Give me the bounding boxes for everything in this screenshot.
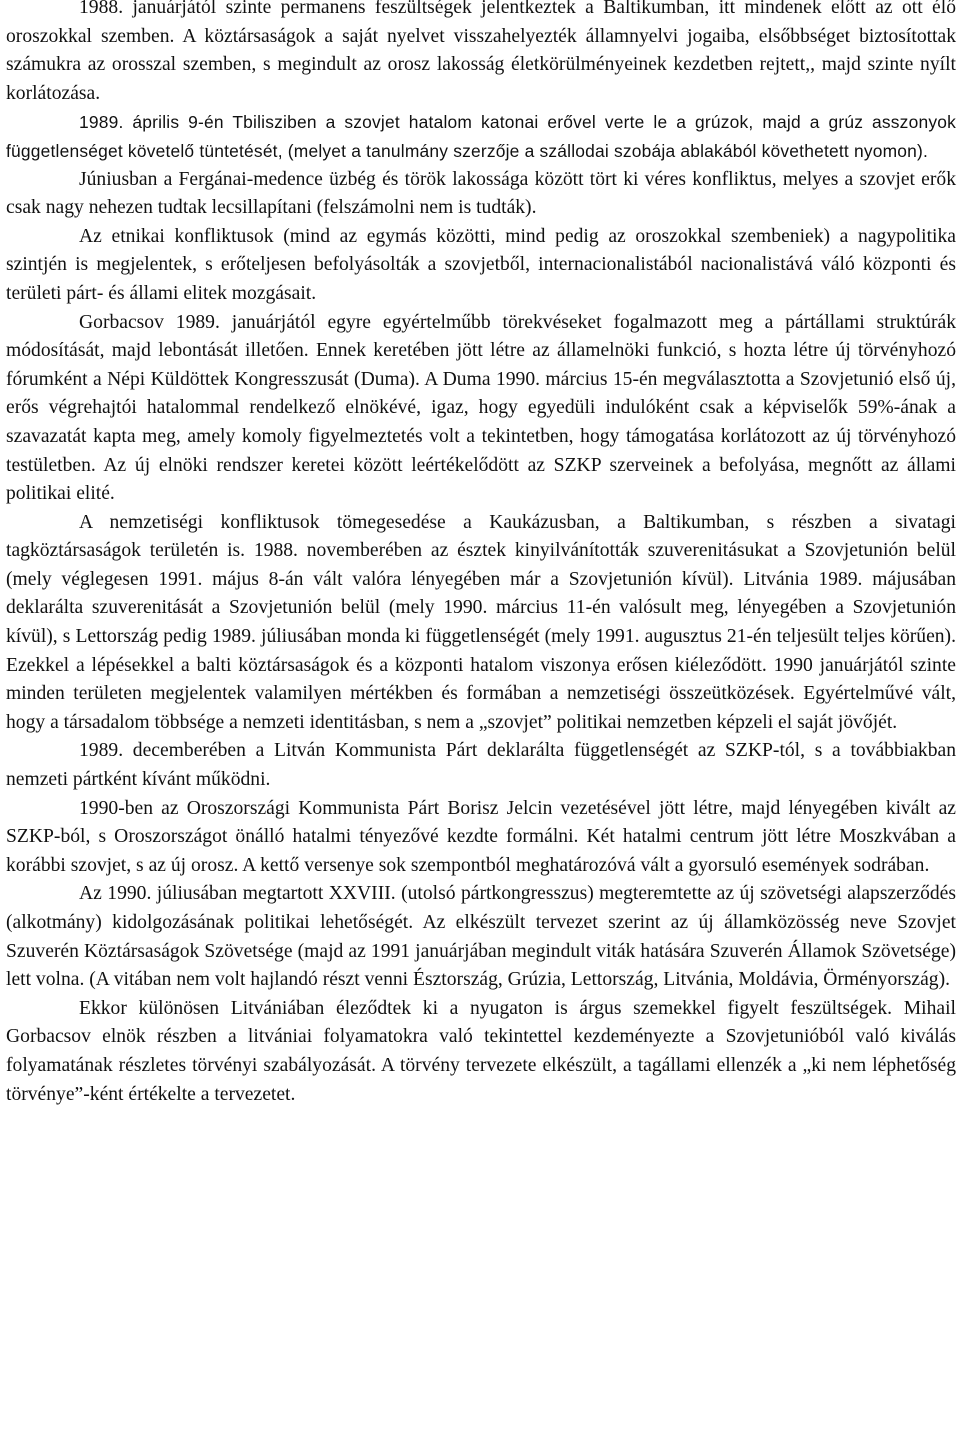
paragraph-tbilisi: 1989. április 9-én Tbilisziben a szovjet hatalom katonai erővel verte le a grúzok, majd a grúz asszonyok függetlenséget követelő tüntetését, (melyet a tanulmány szerzője a szállodai szobája ablakából követhetett nyomon). <box>6 112 956 161</box>
paragraph-baltic-tensions: 1988. januárjától szinte permanens feszültségek jelentkeztek a Baltikumban, itt mindenek előtt az ott élő oroszokkal szemben. A köztársaságok a saját nyelvet visszahelyezték államnyelvi jogaiba, elsőbbséget biztosítottak számukra az orosszal szemben, s megindult az orosz lakosság életkörülményeinek kezdetben rejtett,, majd szinte nyílt korlátozása. <box>6 0 956 104</box>
paragraph-russian-party: 1990-ben az Oroszországi Kommunista Párt Borisz Jelcin vezetésével jött létre, majd lényegében kivált az SZKP-ból, s Oroszországot önálló hatalmi tényezővé kezdte formálni. Két hatalmi centrum jött létre Moszkvában a korábbi szovjet, s az új orosz. A kettő versenye sok szempontból meghatározóvá vált a gyorsuló események sodrában. <box>6 797 956 876</box>
paragraph-gorbachev-reforms: Gorbacsov 1989. januárjától egyre egyértelműbb törekvéseket fogalmazott meg a pártállami struktúrák módosítását, majd lebontását illetően. Ennek keretében jött létre az államelnöki funkció, s hozta létre új törvényhozó fórumként a Népi Küldöttek Kongresszusát (Duma). A Duma 1990. március 15-én megválasztotta a Szovjetunió első új, erős végrehajtói hatalommal rendelkező elnökévé, igaz, hogy egyedüli indulóként csak a képviselők 59%-ának a szavazatát kapta meg, amely komoly figyelmeztetés volt a tekintetben, hogy támogatása korlátozott az új törvényhozó testületben. Az új elnöki rendszer keretei között leértékelődött az SZKP szerveinek a befolyása, megnőtt az állami politikai elité. <box>6 311 956 505</box>
paragraph-28th-congress: Az 1990. júliusában megtartott XXVIII. (utolsó pártkongresszus) megteremtette az új szövetségi alapszerződés (alkotmány) kidolgozásának politikai lehetőségét. Az elkészült tervezet szerint az új államközösség neve Szovjet Szuverén Köztársaságok Szövetsége (majd az 1991 januárjában megindult viták hatására Szuverén Államok Szövetsége) lett volna. (A vitában nem volt hajlandó részt venni Észtország, Grúzia, Lettország, Litvánia, Moldávia, Örményország). <box>6 883 956 991</box>
paragraph-national-conflicts: A nemzetiségi konfliktusok tömegesedése a Kaukázusban, a Baltikumban, s részben a sivatagi tagköztársaságok területén is. 1988. novemberében az észtek kinyilvánították szuverenitásukat a Szovjetunión belül (mely véglegesen 1991. május 8-án vált valóra lényegében már a Szovjetunión kívül). Litvánia 1989. májusában deklarálta szuverenitását a Szovjetunión belül (mely 1990. március 11-én valósult meg, lényegében a Szovjetunión kívül), s Lettország pedig 1989. júliusában monda ki függetlenségét (mely 1991. augusztus 21-én teljesült teljes körűen). Ezekkel a lépésekkel a balti köztársaságok és a központi hatalom viszonya erősen kiéleződött. 1990 januárjától szinte minden területen megjelentek valamilyen mértékben és formában a nemzetiségi összeütközések. Egyértelművé vált, hogy a társadalom többsége a nemzeti identitásban, s nem a „szovjet” politikai nemzetben képzeli el saját jövőjét. <box>6 511 956 733</box>
paragraph-ethnic-conflicts: Az etnikai konfliktusok (mind az egymás közötti, mind pedig az oroszokkal szembeniek) a nagypolitika szintjén is megjelentek, s erőteljesen befolyásolták a szovjetből, internacionalistából nacionalistává váló központi és területi párt- és állami elitek mozgásait. <box>6 225 956 304</box>
paragraph-lithuanian-party: 1989. decemberében a Litván Kommunista Párt deklarálta függetlenségét az SZKP-tól, s a továbbiakban nemzeti pártként kívánt működni. <box>6 740 956 791</box>
paragraph-lithuania-tensions: Ekkor különösen Litvániában éleződtek ki a nyugaton is árgus szemekkel figyelt feszültségek. Mihail Gorbacsov elnök részben a litvániai folyamatokra való tekintettel kezdeményezte a Szovjetunióból való kiválás folyamatának részletes törvényi szabályozását. A törvény tervezete elkészült, a tagállami ellenzék a „ki nem léphetőség törvénye”-ként értékelte a tervezetet. <box>6 997 956 1105</box>
paragraph-fergana: Júniusban a Fergánai-medence üzbég és török lakossága között tört ki véres konfliktus, melyes a szovjet erők csak nagy nehezen tudtak lecsillapítani (felszámolni nem is tudták). <box>6 168 956 219</box>
document-body <box>6 0 956 1109</box>
